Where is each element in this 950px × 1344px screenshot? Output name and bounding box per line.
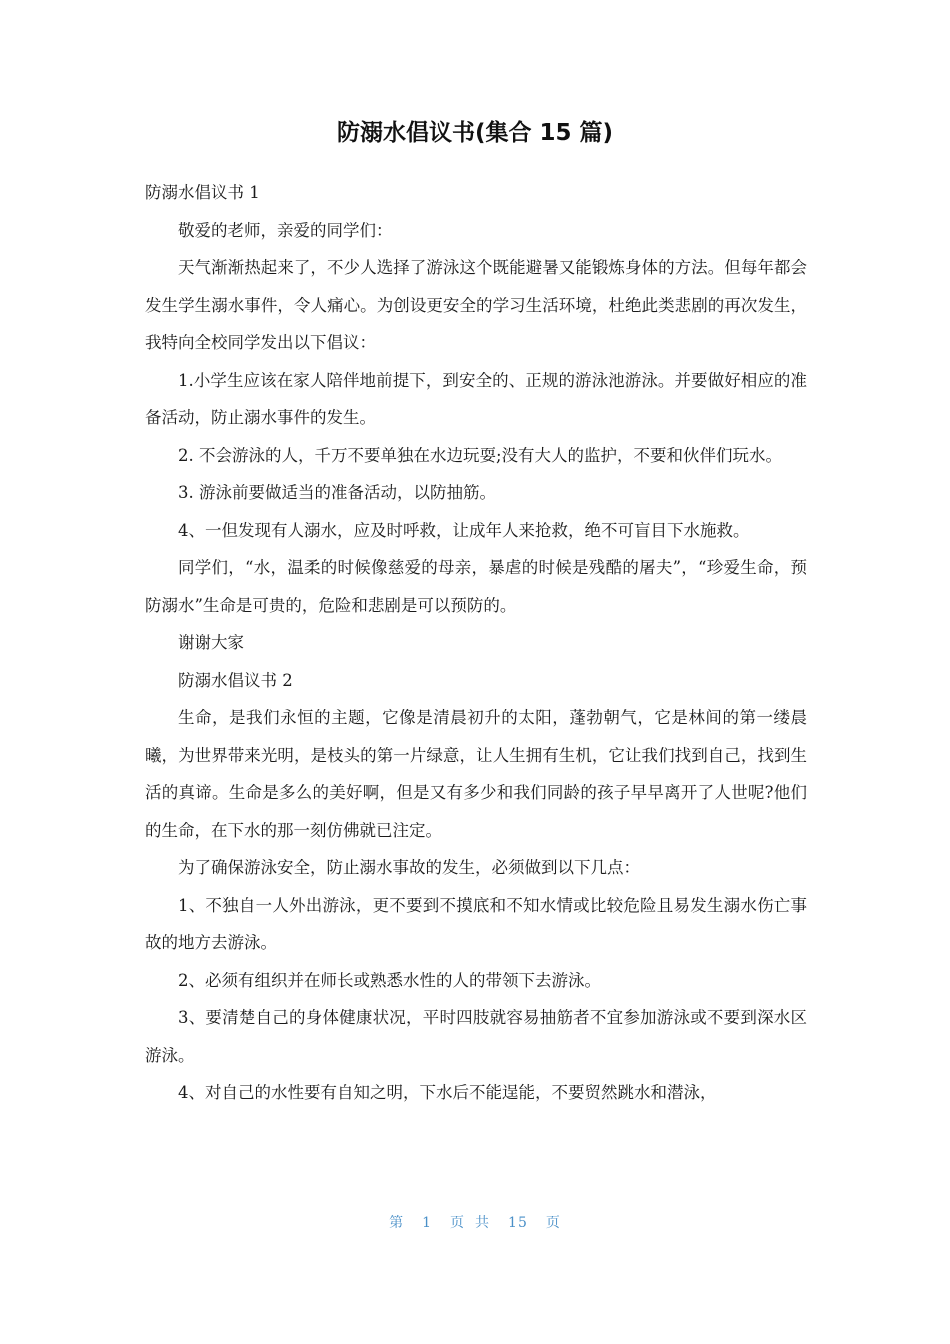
footer-current-page: 1: [422, 1215, 433, 1231]
footer-total-unit: 页: [545, 1215, 561, 1231]
footer-total-pages: 15: [508, 1215, 528, 1231]
paragraph: 谢谢大家: [178, 633, 244, 652]
section-heading: 防溺水倡议书 1: [145, 183, 260, 202]
paragraph: 1、不独自一人外出游泳，更不要到不摸底和不知水情或比较危险且易发生溺水伤亡事故的地方去游泳。: [145, 895, 807, 952]
page-footer: [0, 1212, 950, 1232]
footer-total-label: 共: [475, 1215, 491, 1231]
footer-page-unit: 页: [450, 1215, 466, 1231]
document-body: [145, 174, 807, 1112]
section-heading: 防溺水倡议书 2: [178, 670, 293, 690]
paragraph: 为了确保游泳安全，防止溺水事故的发生，必须做到以下几点：: [178, 858, 640, 877]
paragraph: 3、要清楚自己的身体健康状况，平时四肢就容易抽筋者不宜参加游泳或不要到深水区游泳。: [145, 1008, 807, 1065]
paragraph: 敬爱的老师，亲爱的同学们：: [178, 220, 393, 240]
paragraph: 3. 游泳前要做适当的准备活动，以防抽筋。: [178, 483, 496, 502]
paragraph: 生命，是我们永恒的主题，它像是清晨初升的太阳，蓬勃朝气，它是林间的第一缕晨曦，为世界带来光明，是枝头的第一片绿意，让人生拥有生机，它让我们找到自己，找到生活的真谛。生命是多么的美好啊，但是又有多少和我们同龄的孩子早早离开了人世呢?他们的生命，在下水的那一刻仿佛就已注定。: [145, 708, 807, 840]
paragraph: 同学们，“水，温柔的时候像慈爱的母亲，暴虐的时候是残酷的屠夫”，“珍爱生命，预防溺水”生命是可贵的，危险和悲剧是可以预防的。: [145, 558, 807, 615]
paragraph: 2、必须有组织并在师长或熟悉水性的人的带领下去游泳。: [178, 970, 601, 990]
paragraph: 4、对自己的水性要有自知之明，下水后不能逞能，不要贸然跳水和潜泳，: [178, 1083, 717, 1102]
paragraph: 天气渐渐热起来了，不少人选择了游泳这个既能避暑又能锻炼身体的方法。但每年都会发生学生溺水事件，令人痛心。为创设更安全的学习生活环境，杜绝此类悲剧的再次发生，我特向全校同学发出以下倡议：: [145, 258, 807, 352]
document-title: 防溺水倡议书(集合 15 篇): [336, 120, 614, 146]
paragraph: 4、一但发现有人溺水，应及时呼救，让成年人来抢救，绝不可盲目下水施救。: [178, 520, 750, 540]
paragraph: 2. 不会游泳的人，千万不要单独在水边玩耍;没有大人的监护，不要和伙伴们玩水。: [178, 445, 783, 465]
footer-page-label: 第: [389, 1215, 405, 1231]
paragraph: 1.小学生应该在家人陪伴地前提下，到安全的、正规的游泳池游泳。并要做好相应的准备活动，防止溺水事件的发生。: [145, 370, 807, 427]
